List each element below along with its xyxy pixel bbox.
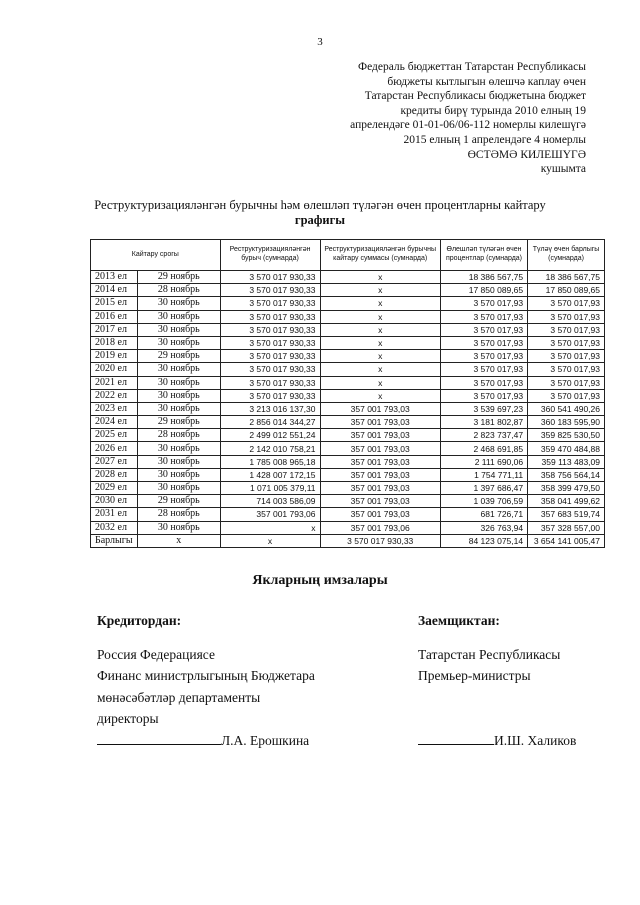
table-row [91,521,605,534]
cell-return-amount: х [320,336,440,349]
cell-year: 2021 ел [91,376,138,389]
cell-total: 3 570 017,93 [528,389,605,402]
cell-total: 357 683 519,74 [528,508,605,521]
preamble-line: кушымта [540,163,586,176]
cell-date: 30 ноябрь [137,310,220,323]
cell-date: 29 ноябрь [137,416,220,429]
cell-total: 18 386 567,75 [528,271,605,284]
cell-return-amount: х [320,297,440,310]
preamble-line: Татарстан Республикасы бюджетына бюджет [364,90,586,103]
header-return-amount: Реструктуризацияләнгән бурычны кайтару суммасы (сумнарда) [320,240,440,271]
cell-debt: 3 213 016 137,30 [220,402,320,415]
table-row [91,495,605,508]
schedule-title-word: графигы [294,213,346,227]
table-row [91,482,605,495]
cell-date: 30 ноябрь [137,376,220,389]
cell-return-amount: 357 001 793,03 [320,495,440,508]
cell-year: 2020 ел [91,363,138,376]
cell-interest: 1 397 686,47 [440,482,527,495]
totals-total: 3 654 141 005,47 [528,534,605,547]
cell-interest: 326 763,94 [440,521,527,534]
header-term: Кайтару срогы [91,240,221,271]
cell-return-amount: 357 001 793,03 [320,442,440,455]
cell-year: 2032 ел [91,521,138,534]
cell-debt: 3 570 017 930,33 [220,363,320,376]
cell-total: 3 570 017,93 [528,310,605,323]
cell-return-amount: 357 001 793,03 [320,468,440,481]
table-row [91,297,605,310]
cell-date: 30 ноябрь [137,442,220,455]
cell-year: 2023 ел [91,402,138,415]
cell-interest: 3 570 017,93 [440,363,527,376]
cell-year: 2025 ел [91,429,138,442]
cell-year: 2013 ел [91,271,138,284]
cell-year: 2014 ел [91,284,138,297]
creditor-line: директоры [97,711,159,726]
cell-interest: 18 386 567,75 [440,271,527,284]
cell-return-amount: х [320,389,440,402]
signatures-title: Якларның имзалары [252,573,388,588]
cell-date: 30 ноябрь [137,455,220,468]
cell-year: 2016 ел [91,310,138,323]
cell-interest: 2 111 690,06 [440,455,527,468]
totals-row [91,534,605,547]
cell-debt: 357 001 793,06 [220,508,320,521]
totals-debt: х [220,534,320,547]
cell-total: 358 399 479,50 [528,482,605,495]
cell-total: 3 570 017,93 [528,363,605,376]
schedule-title-line: Реструктуризацияләнгән бурычны һәм өлешләп түләгән өчен процентларны кайтару [94,198,546,212]
cell-year: 2029 ел [91,482,138,495]
creditor-heading: Кредитордан: [97,613,182,628]
cell-return-amount: х [320,323,440,336]
creditor-line: Финанс министрлыгының Бюджетара [97,668,315,683]
cell-debt: 3 570 017 930,33 [220,336,320,349]
creditor-block [97,610,315,751]
cell-date: 30 ноябрь [137,323,220,336]
cell-debt: 2 499 012 551,24 [220,429,320,442]
cell-year: 2018 ел [91,336,138,349]
cell-debt: 3 570 017 930,33 [220,350,320,363]
cell-total: 359 825 530,50 [528,429,605,442]
cell-interest: 3 570 017,93 [440,350,527,363]
totals-date: х [137,534,220,547]
cell-debt: 3 570 017 930,33 [220,297,320,310]
preamble-line: ӨСТӘМӘ КИЛЕШҮГӘ [467,148,586,161]
cell-debt: х [220,521,320,534]
cell-date: 30 ноябрь [137,468,220,481]
cell-debt: 3 570 017 930,33 [220,323,320,336]
cell-year: 2026 ел [91,442,138,455]
schedule-title [60,198,580,228]
page-number: 3 [317,36,323,48]
cell-date: 29 ноябрь [137,495,220,508]
cell-debt: 714 003 586,09 [220,495,320,508]
table-header-row [91,240,605,271]
cell-date: 28 ноябрь [137,508,220,521]
cell-total: 3 570 017,93 [528,336,605,349]
cell-interest: 681 726,71 [440,508,527,521]
table-row [91,284,605,297]
cell-return-amount: 357 001 793,03 [320,508,440,521]
table-row [91,336,605,349]
cell-interest: 2 823 737,47 [440,429,527,442]
table-row [91,468,605,481]
cell-debt: 1 428 007 172,15 [220,468,320,481]
cell-date: 30 ноябрь [137,389,220,402]
cell-total: 357 328 557,00 [528,521,605,534]
table-row [91,376,605,389]
table-row [91,323,605,336]
borrower-signature-line [418,730,576,752]
cell-interest: 3 570 017,93 [440,376,527,389]
cell-debt: 3 570 017 930,33 [220,310,320,323]
cell-year: 2015 ел [91,297,138,310]
cell-return-amount: х [320,376,440,389]
cell-total: 359 470 484,88 [528,442,605,455]
cell-return-amount: 357 001 793,03 [320,416,440,429]
cell-debt: 1 785 008 965,18 [220,455,320,468]
cell-debt: 3 570 017 930,33 [220,271,320,284]
cell-total: 360 541 490,26 [528,402,605,415]
borrower-line: Татарстан Республикасы [418,646,561,662]
cell-date: 30 ноябрь [137,297,220,310]
cell-return-amount: 357 001 793,03 [320,482,440,495]
preamble-line: бюджеты кытлыгын өлешчә каплау өчен [387,75,586,88]
cell-interest: 2 468 691,85 [440,442,527,455]
table-row [91,350,605,363]
borrower-heading: Заемщиктан: [418,613,500,628]
cell-year: 2028 ел [91,468,138,481]
cell-year: 2024 ел [91,416,138,429]
cell-debt: 2 856 014 344,27 [220,416,320,429]
cell-total: 359 113 483,09 [528,455,605,468]
table-row [91,416,605,429]
cell-year: 2031 ел [91,508,138,521]
creditor-line: мөнәсәбәтләр департаменты [97,689,261,705]
cell-debt: 3 570 017 930,33 [220,376,320,389]
header-debt: Реструктуризацияләнгән бурыч (сумнарда) [220,240,320,271]
cell-interest: 3 570 017,93 [440,310,527,323]
cell-date: 30 ноябрь [137,482,220,495]
cell-interest: 3 570 017,93 [440,389,527,402]
cell-date: 30 ноябрь [137,402,220,415]
table-row [91,310,605,323]
preamble-line: кредиты бирү турында 2010 елның 19 [400,104,586,117]
header-total: Түләү өчен барлыгы (сумнарда) [528,240,605,271]
cell-total: 17 850 089,65 [528,284,605,297]
table-row [91,429,605,442]
signature-blank [418,732,494,745]
cell-date: 30 ноябрь [137,363,220,376]
cell-total: 360 183 595,90 [528,416,605,429]
cell-interest: 3 570 017,93 [440,297,527,310]
cell-date: 30 ноябрь [137,336,220,349]
cell-return-amount: 357 001 793,06 [320,521,440,534]
table-row [91,363,605,376]
preamble-line: 2015 елның 1 апрелендәге 4 номерлы [403,133,586,146]
cell-total: 3 570 017,93 [528,297,605,310]
table-row [91,455,605,468]
preamble-line: Федераль бюджеттан Татарстан Республикасы [357,61,586,73]
cell-date: 28 ноябрь [137,429,220,442]
cell-return-amount: х [320,350,440,363]
cell-interest: 17 850 089,65 [440,284,527,297]
totals-return-amount: 3 570 017 930,33 [320,534,440,547]
cell-total: 358 041 499,62 [528,495,605,508]
cell-date: 29 ноябрь [137,350,220,363]
totals-label: Барлыгы [91,534,138,547]
cell-debt: 2 142 010 758,21 [220,442,320,455]
cell-year: 2030 ел [91,495,138,508]
creditor-signature-line [97,730,315,752]
borrower-signatory-name: И.Ш. Халиков [494,732,577,748]
cell-total: 358 756 564,14 [528,468,605,481]
cell-total: 3 570 017,93 [528,376,605,389]
creditor-line: Россия Федерациясе [97,646,215,662]
cell-year: 2017 ел [91,323,138,336]
cell-interest: 3 570 017,93 [440,336,527,349]
cell-debt: 1 071 005 379,11 [220,482,320,495]
cell-year: 2027 ел [91,455,138,468]
table-row [91,508,605,521]
cell-return-amount: х [320,271,440,284]
cell-interest: 3 539 697,23 [440,402,527,415]
cell-date: 29 ноябрь [137,271,220,284]
borrower-block [418,610,576,751]
cell-interest: 3 181 802,87 [440,416,527,429]
table-row [91,402,605,415]
repayment-schedule-table [90,239,605,548]
header-interest: Өлешләп түләгән өчен процентлар (сумнарда) [440,240,527,271]
cell-year: 2019 ел [91,350,138,363]
table-row [91,442,605,455]
table-body [91,271,605,548]
cell-year: 2022 ел [91,389,138,402]
appendix-preamble [330,60,586,177]
cell-debt: 3 570 017 930,33 [220,389,320,402]
cell-interest: 3 570 017,93 [440,323,527,336]
cell-total: 3 570 017,93 [528,323,605,336]
preamble-line: апрелендәге 01-01-06/06-112 номерлы килешүгә [350,119,586,132]
cell-debt: 3 570 017 930,33 [220,284,320,297]
table-row [91,389,605,402]
cell-interest: 1 754 771,11 [440,468,527,481]
cell-total: 3 570 017,93 [528,350,605,363]
cell-return-amount: 357 001 793,03 [320,429,440,442]
cell-date: 30 ноябрь [137,521,220,534]
signature-blank [97,732,221,745]
cell-return-amount: х [320,363,440,376]
totals-interest: 84 123 075,14 [440,534,527,547]
table-row [91,271,605,284]
cell-interest: 1 039 706,59 [440,495,527,508]
creditor-signatory-name: Л.А. Ерошкина [221,732,310,748]
cell-return-amount: 357 001 793,03 [320,402,440,415]
cell-return-amount: х [320,310,440,323]
cell-date: 28 ноябрь [137,284,220,297]
cell-return-amount: х [320,284,440,297]
cell-return-amount: 357 001 793,03 [320,455,440,468]
borrower-line: Премьер-министры [418,668,531,683]
